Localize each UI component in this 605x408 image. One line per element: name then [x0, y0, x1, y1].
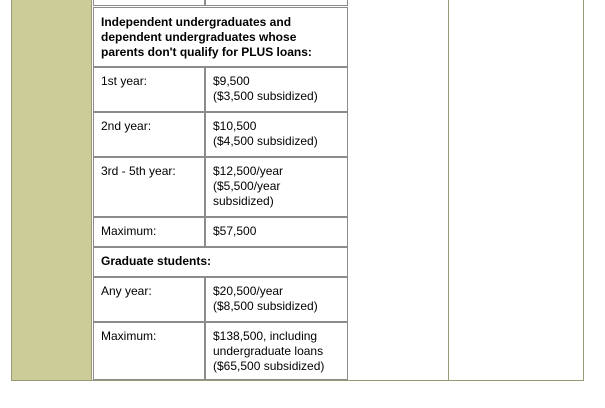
- row-label-1st-year: [93, 67, 205, 112]
- row-value-text: $20,500/year: [213, 284, 284, 298]
- row-label-2nd-year: [93, 112, 205, 157]
- row-value-text: $9,500: [213, 74, 250, 88]
- table-row-partial-value: [205, 0, 348, 6]
- header-line: Independent undergraduates and: [101, 15, 292, 29]
- row-value-text: $57,500: [213, 224, 257, 238]
- row-value-text: undergraduate loans: [213, 344, 324, 358]
- row-value-text: ($65,500 subsidized): [213, 359, 325, 373]
- section-header-independent: [93, 7, 348, 67]
- row-label-text: 2nd year:: [101, 119, 152, 133]
- header-line: parents don't qualify for PLUS loans:: [101, 45, 312, 59]
- row-label-3rd-5th-year: [93, 157, 205, 217]
- row-label-text: 3rd - 5th year:: [101, 164, 176, 178]
- header-line: dependent undergraduates whose: [101, 30, 297, 44]
- row-value-text: $12,500/year: [213, 164, 284, 178]
- row-label-any-year: [93, 277, 205, 322]
- row-value-text: ($3,500 subsidized): [213, 89, 318, 103]
- row-value-text: ($8,500 subsidized): [213, 299, 318, 313]
- row-label-text: Any year:: [101, 284, 152, 298]
- table-row-partial-label: [93, 0, 205, 6]
- column-divider-left: [91, 0, 92, 380]
- row-value-text: ($5,500/year: [213, 179, 281, 193]
- column-divider-right: [448, 0, 449, 380]
- row-label-text: 1st year:: [101, 74, 148, 88]
- row-value-2nd-year: [205, 112, 348, 157]
- row-label-text: Maximum:: [101, 224, 157, 238]
- row-value-any-year: [205, 277, 348, 322]
- row-value-1st-year: [205, 67, 348, 112]
- row-value-text: $138,500, including: [213, 329, 318, 343]
- row-label-maximum-graduate: [93, 322, 205, 380]
- header-line: Graduate students:: [101, 254, 212, 268]
- row-value-text: $10,500: [213, 119, 257, 133]
- row-value-3rd-5th-year: [205, 157, 348, 217]
- row-value-text: subsidized): [213, 194, 274, 208]
- row-value-maximum-graduate: [205, 322, 348, 380]
- row-value-text: ($4,500 subsidized): [213, 134, 318, 148]
- left-sidebar-column: [12, 0, 91, 380]
- row-value-maximum-undergrad: [205, 217, 348, 247]
- row-label-maximum-undergrad: [93, 217, 205, 247]
- row-label-text: Maximum:: [101, 329, 157, 343]
- section-header-graduate: [93, 247, 348, 277]
